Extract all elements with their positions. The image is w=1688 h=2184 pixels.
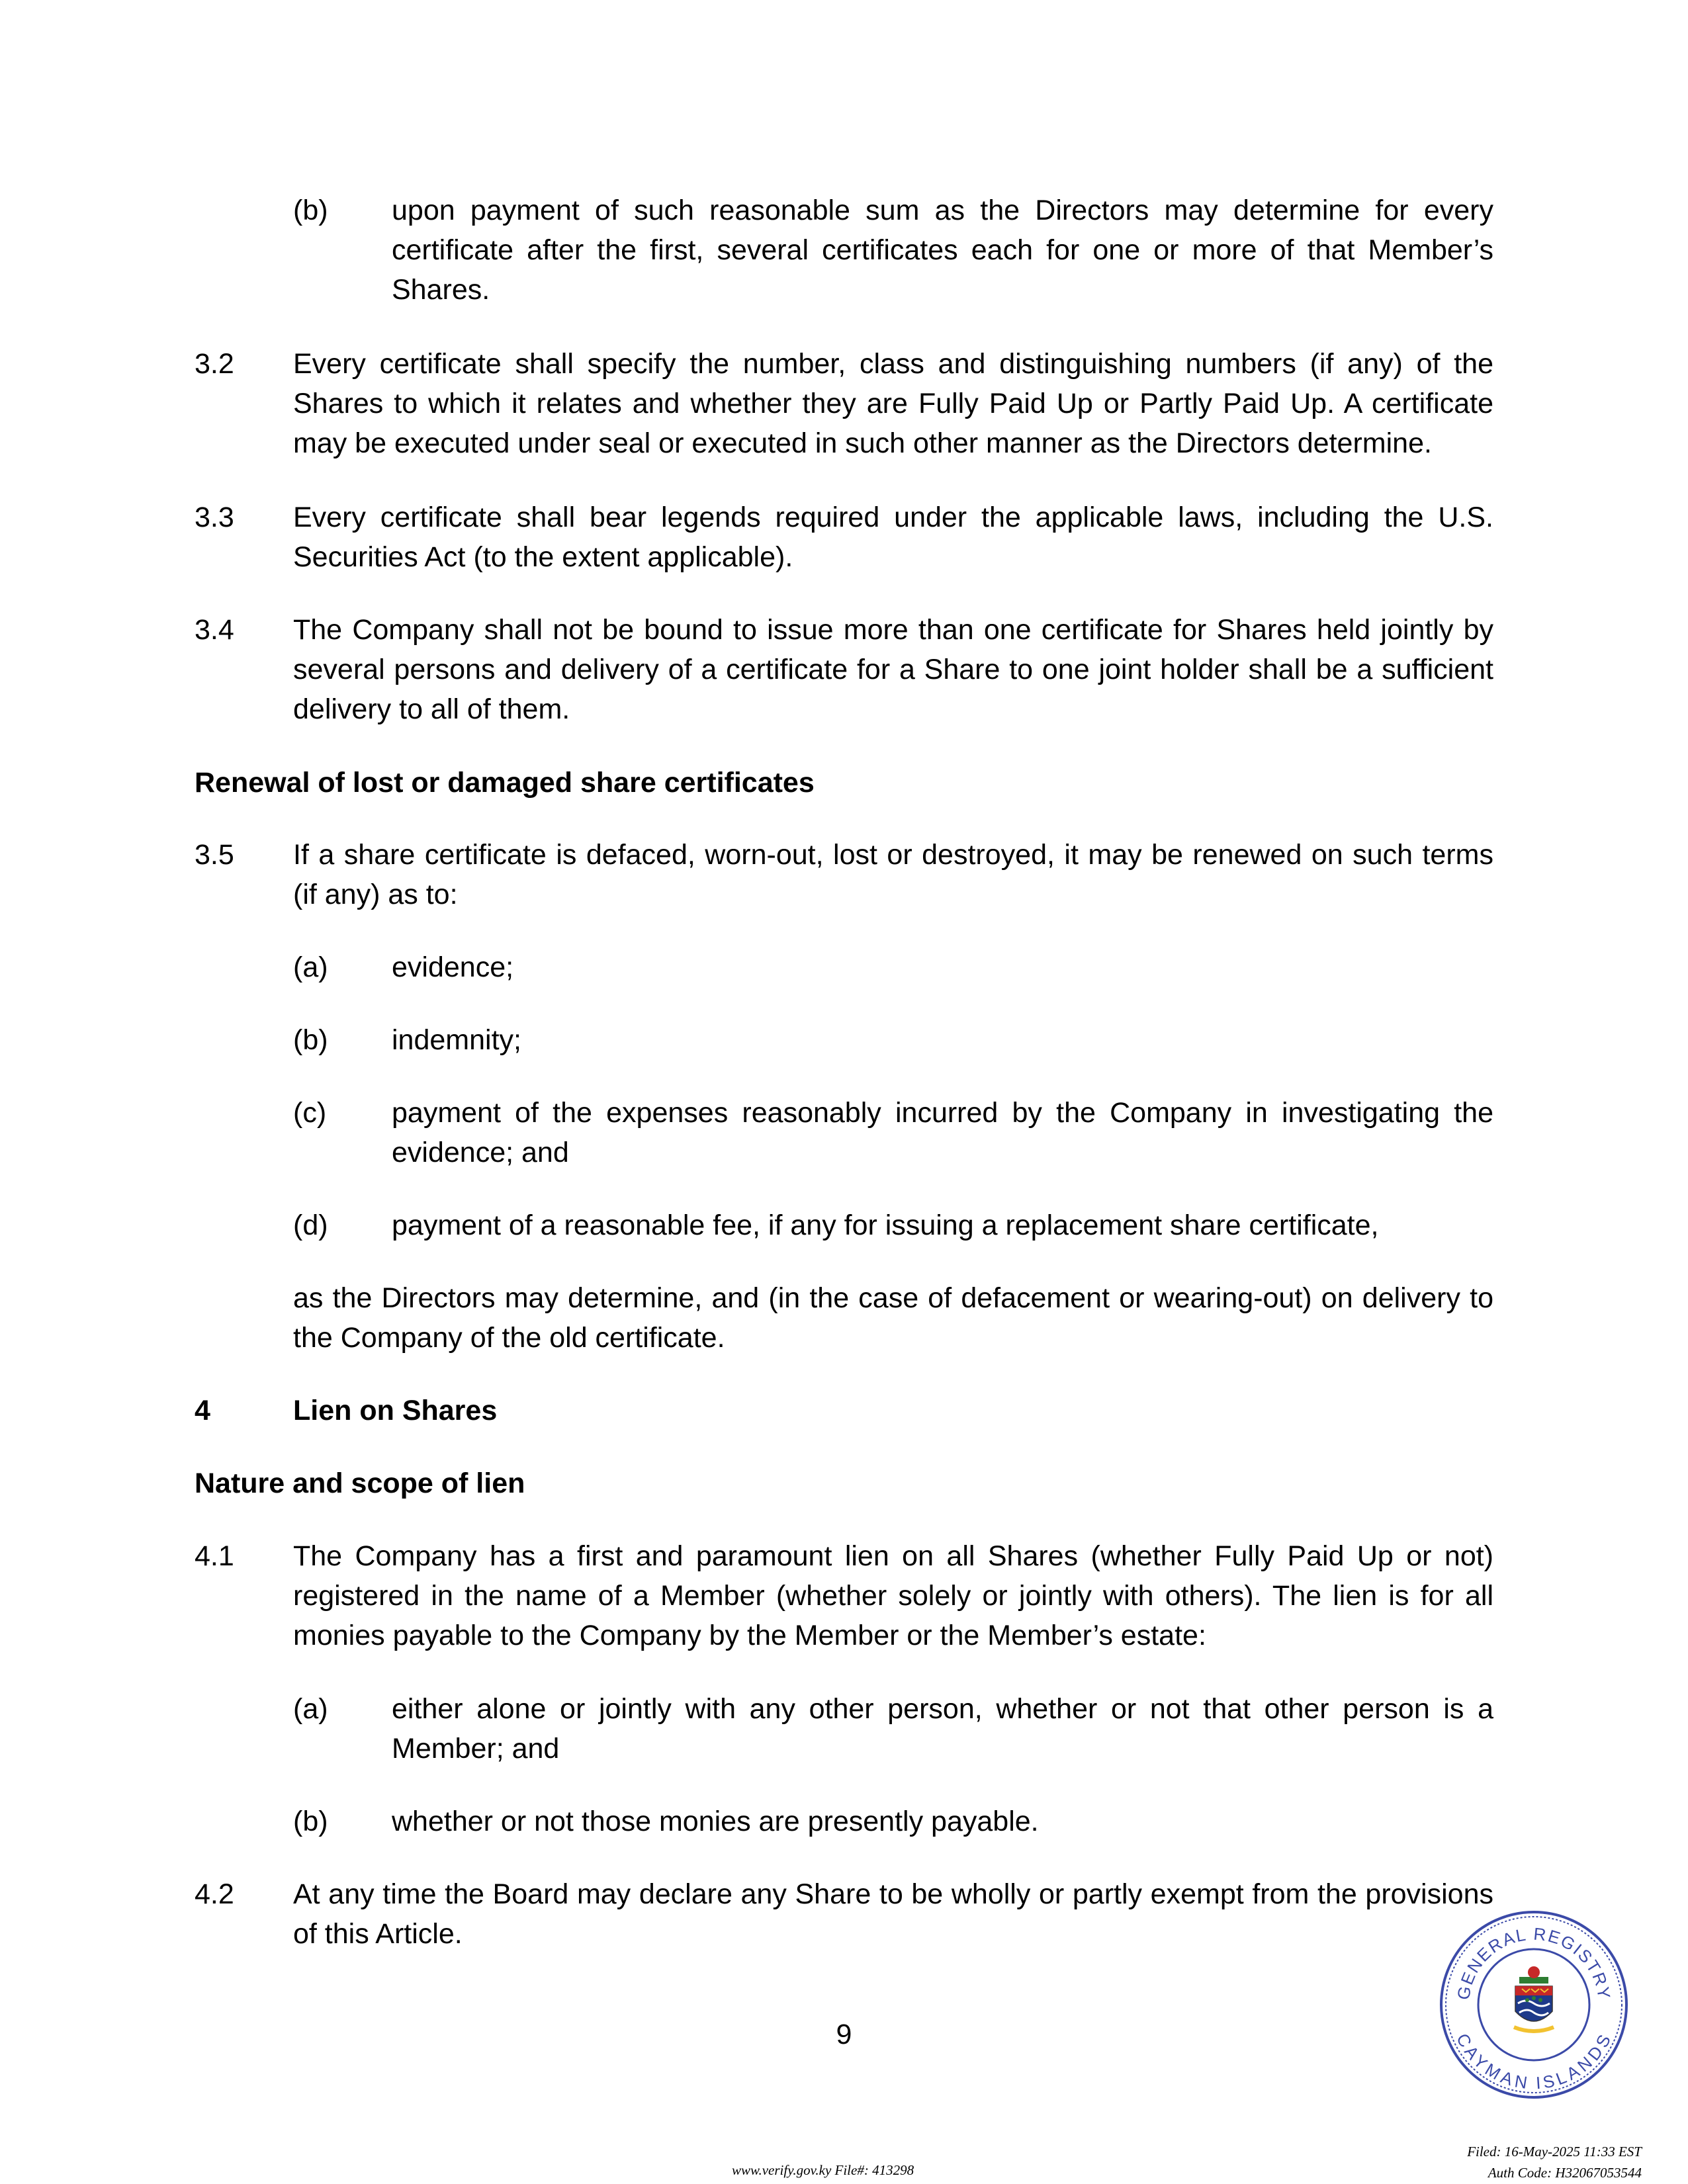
clause-text [293, 1536, 1493, 1655]
clause-text [293, 498, 1493, 577]
item-label: (c) [293, 1097, 327, 1129]
seal-top-text: GENERAL REGISTRY [1452, 1923, 1615, 2001]
item-text [392, 1093, 1493, 1172]
footer-verify-url: www.verify.gov.ky File#: 413298 [732, 2162, 914, 2178]
heading-text: Nature and scope of lien [195, 1467, 525, 1499]
text-line: may be executed under seal or executed in such other manner as the Directors determine. [293, 427, 1432, 459]
text-line: At any time the Board may declare any Share to be wholly or partly exempt from the provisions [293, 1878, 1493, 1910]
text-line: Securities Act (to the extent applicable). [293, 541, 793, 573]
text-line: evidence; [392, 951, 514, 983]
item-label: (b) [293, 1024, 328, 1056]
filing-stamp [1467, 2141, 1642, 2183]
auth-code: Auth Code: H32067053544 [1488, 2165, 1642, 2181]
item-label: (a) [293, 1693, 328, 1725]
text-line: certificate after the first, several certificates each for one or more of that Member’s [392, 234, 1493, 266]
item-text [392, 1689, 1493, 1769]
clause-number: 4.1 [195, 1540, 234, 1572]
seal-bottom-text: CAYMAN ISLANDS [1452, 2030, 1615, 2093]
text-line: indemnity; [392, 1024, 521, 1056]
clause-text [293, 1874, 1493, 1954]
clause-number: 3.3 [195, 502, 234, 533]
text-line: monies payable to the Company by the Member or the Member’s estate: [293, 1620, 1206, 1651]
clause-number: 3.2 [195, 348, 234, 380]
text-line: several persons and delivery of a certificate for a Share to one joint holder shall be a sufficient [293, 654, 1493, 685]
text-line: delivery to all of them. [293, 693, 570, 725]
clause-text [293, 610, 1493, 729]
text-line: payment of the expenses reasonably incurred by the Company in investigating the [392, 1097, 1493, 1129]
clause-number: 4.2 [195, 1878, 234, 1910]
page-number: 9 [836, 2019, 852, 2050]
section-title: Lien on Shares [293, 1395, 498, 1426]
clause-text [293, 835, 1493, 914]
text-line: Shares to which it relates and whether they are Fully Paid Up or Partly Paid Up. A certificate [293, 388, 1493, 419]
item-label: (b) [293, 1806, 328, 1837]
text-line: Every certificate shall specify the number, class and distinguishing numbers (if any) of the [293, 348, 1493, 380]
general-registry-seal [1435, 1905, 1633, 2104]
text-line: the Company of the old certificate. [293, 1322, 725, 1354]
item-label: (b) [293, 195, 328, 226]
text-line: The Company shall not be bound to issue more than one certificate for Shares held jointly by [293, 614, 1493, 646]
closing-text [293, 1278, 1493, 1358]
text-line: of this Article. [293, 1918, 463, 1950]
item-text [392, 947, 1493, 987]
text-line: either alone or jointly with any other person, whether or not that other person is a [392, 1693, 1493, 1725]
text-line: whether or not those monies are presently payable. [392, 1806, 1039, 1837]
item-label: (a) [293, 951, 328, 983]
text-line: upon payment of such reasonable sum as the Directors may determine for every [392, 195, 1493, 226]
text-line: payment of a reasonable fee, if any for issuing a replacement share certificate, [392, 1209, 1379, 1241]
clause-number: 3.4 [195, 614, 234, 646]
text-line: Shares. [392, 274, 490, 306]
text-line: evidence; and [392, 1137, 569, 1168]
text-line: Member; and [392, 1733, 560, 1765]
section-number: 4 [195, 1395, 210, 1426]
item-label: (d) [293, 1209, 328, 1241]
clause-text [293, 344, 1493, 463]
text-line: as the Directors may determine, and (in the case of defacement or wearing-out) on delivery to [293, 1282, 1493, 1314]
heading-text: Renewal of lost or damaged share certificates [195, 767, 815, 799]
text-line: The Company has a first and paramount lien on all Shares (whether Fully Paid Up or not) [293, 1540, 1493, 1572]
item-text [392, 1802, 1493, 1841]
text-line: If a share certificate is defaced, worn-out, lost or destroyed, it may be renewed on such terms [293, 839, 1493, 871]
filed-date: Filed: 16-May-2025 11:33 EST [1467, 2144, 1642, 2160]
text-line: (if any) as to: [293, 879, 458, 910]
clause-number: 3.5 [195, 839, 234, 871]
item-text [392, 1205, 1493, 1245]
text-line: registered in the name of a Member (whether solely or jointly with others). The lien is for all [293, 1580, 1493, 1612]
item-text [392, 1020, 1493, 1060]
item-text [392, 191, 1493, 310]
text-line: Every certificate shall bear legends required under the applicable laws, including the U.S. [293, 502, 1493, 533]
